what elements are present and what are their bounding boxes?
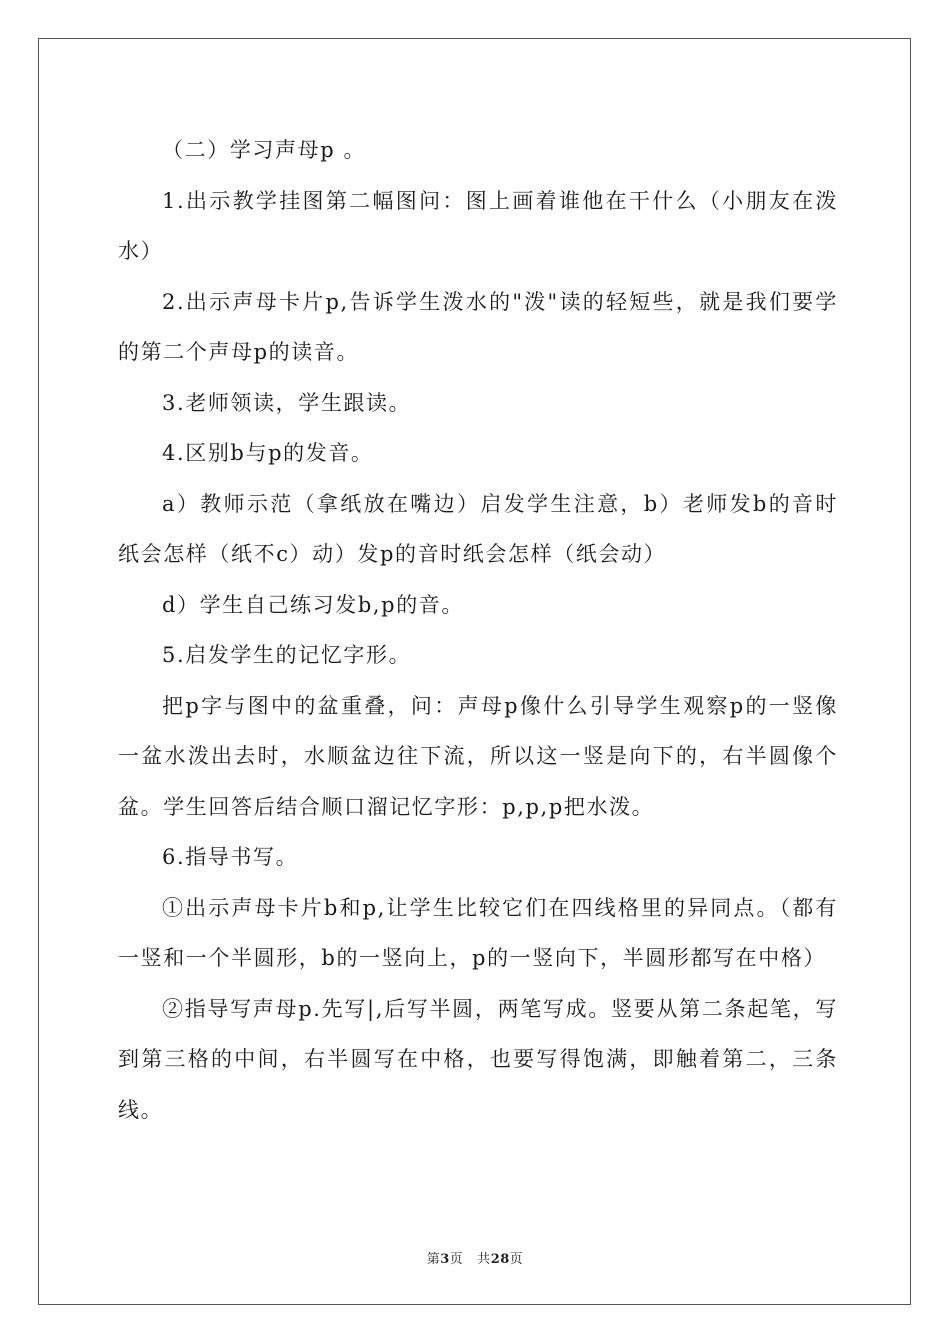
page-number: 3 [440, 1252, 450, 1267]
page-suffix: 页 [449, 1252, 464, 1267]
paragraph-step-6-2: ②指导写声母p.先写|,后写半圆，两笔写成。竖要从第二条起笔，写到第三格的中间，右半圆写在中格，也要写得饱满，即触着第二，三条线。 [118, 996, 838, 1122]
paragraph-step-4-d: d）学生自己练习发b,p的音。 [162, 592, 465, 617]
total-prefix: 共 [477, 1252, 491, 1267]
paragraph-step-4: 4.区别b与p的发音。 [162, 441, 374, 465]
paragraph-step-4-a: a）教师示范（拿纸放在嘴边）启发学生注意，b）老师发b的音时纸会怎样（纸不c）动）发p的音时纸会怎样（纸会动） [118, 491, 838, 566]
paragraph-step-1: 1.出示教学挂图第二幅图问：图上画着谁他在干什么（小朋友在泼水） [118, 188, 838, 263]
total-pages: 28 [490, 1252, 510, 1267]
page-footer [0, 1248, 950, 1267]
paragraph-section-heading: （二）学习声母p 。 [162, 138, 367, 162]
document-body [118, 125, 838, 1135]
paragraph-step-6: 6.指导书写。 [162, 845, 299, 869]
paragraph-step-6-1: ①出示声母卡片b和p,让学生比较它们在四线格里的异同点。（都有一竖和一个半圆形，b的一竖向上，p的一竖向下，半圆形都写在中格） [118, 895, 838, 970]
total-suffix: 页 [509, 1252, 524, 1267]
paragraph-step-2: 2.出示声母卡片p,告诉学生泼水的"泼"读的轻短些，就是我们要学的第二个声母p的读音。 [118, 289, 838, 364]
page-prefix: 第 [426, 1252, 441, 1267]
paragraph-step-5-detail: 把p字与图中的盆重叠，问：声母p像什么引导学生观察p的一竖像一盆水泼出去时，水顺盆边往下流，所以这一竖是向下的，右半圆像个盆。学生回答后结合顺口溜记忆字形：p,p,p把水泼。 [118, 693, 838, 819]
paragraph-step-3: 3.老师领读，学生跟读。 [162, 390, 412, 415]
paragraph-step-5: 5.启发学生的记忆字形。 [162, 643, 412, 667]
